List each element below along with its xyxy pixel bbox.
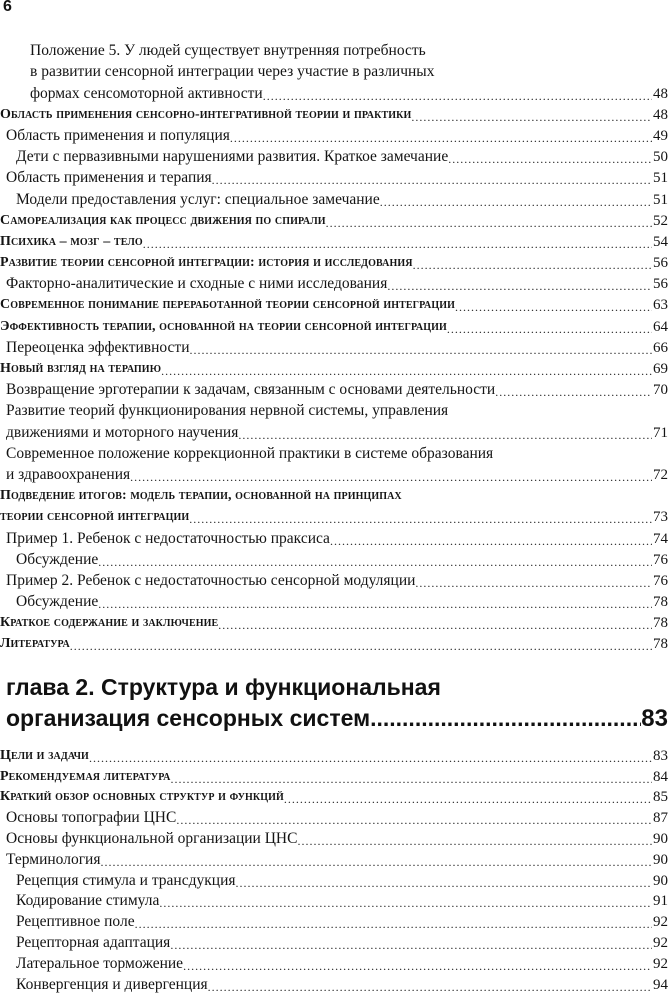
toc-entry-title: Конвергенция и дивергенция (16, 975, 208, 993)
toc-entry[interactable] (0, 744, 672, 765)
toc-entry-title: Возвращение эрготерапии к задачам, связанным с основами деятельности (6, 381, 496, 399)
toc-entry-title: теории сенсорной интеграции (0, 509, 190, 525)
toc-entry[interactable] (0, 569, 672, 590)
toc-entry[interactable] (0, 272, 672, 293)
toc-page-number: 92 (653, 934, 668, 951)
toc-entry-title: и здравоохранения (6, 465, 131, 483)
toc-page-number: 85 (653, 789, 668, 806)
toc-page-number: 76 (653, 551, 668, 568)
toc-page-number: 92 (653, 914, 668, 931)
toc-page-number: 69 (653, 361, 668, 377)
toc-page-number: 74 (653, 530, 668, 547)
toc-entry[interactable] (0, 378, 672, 399)
toc-entry[interactable] (0, 910, 672, 931)
toc-entry-continued-line (0, 442, 672, 463)
dot-leader (413, 258, 652, 272)
toc-entry-text: Положение 5. У людей существует внутренняя потребность (30, 42, 426, 60)
toc-entry-title: Новый взгляд на терапию (0, 361, 162, 376)
dot-leader (447, 322, 652, 336)
dot-leader (170, 772, 652, 786)
toc-entry-continued-line (0, 399, 672, 420)
dot-leader (284, 792, 652, 806)
toc-section-chapter-2 (0, 744, 672, 994)
toc-entry[interactable] (0, 505, 672, 526)
toc-entry[interactable] (0, 611, 672, 632)
toc-page-number: 63 (653, 297, 668, 314)
toc-entry[interactable] (0, 145, 672, 166)
toc-page-number: 90 (653, 872, 668, 889)
toc-entry-title: Область применения и терапия (6, 169, 212, 187)
dot-leader (190, 343, 652, 357)
dot-leader (176, 813, 652, 827)
toc-page-number: 66 (653, 339, 668, 356)
dot-leader (212, 173, 652, 187)
toc-entry-title: Обсуждение (16, 593, 99, 611)
toc-entry[interactable] (0, 869, 672, 890)
dot-leader (208, 980, 652, 994)
toc-entry[interactable] (0, 166, 672, 187)
toc-page-number: 49 (653, 127, 668, 144)
toc-entry-continued-line (0, 60, 672, 81)
toc-entry-title: Латеральное торможение (16, 954, 184, 972)
toc-entry[interactable] (0, 314, 672, 335)
dot-leader (98, 555, 652, 569)
dot-leader (455, 300, 652, 314)
toc-page-number: 50 (653, 149, 668, 166)
toc-page-number: 78 (653, 615, 668, 632)
toc-page-number: 64 (653, 318, 668, 335)
toc-page-number: 56 (653, 276, 668, 293)
dot-leader (495, 385, 652, 399)
toc-entry-title: формах сенсомоторной активности (30, 84, 263, 102)
dot-leader (170, 938, 652, 952)
toc-entry-title: Краткий обзор основных структур и функций (0, 789, 284, 805)
toc-entry-title: Рекомендуемая литература (0, 768, 171, 784)
toc-entry[interactable] (0, 590, 672, 611)
toc-page-number: 76 (653, 572, 668, 589)
toc-entry[interactable] (0, 952, 672, 973)
toc-entry-text: Современное положение коррекционной практики в системе образования (6, 444, 494, 462)
page-number: 6 (3, 0, 12, 15)
toc-entry-title: Переоценка эффективности (6, 338, 190, 356)
chapter-2-heading[interactable] (6, 672, 668, 734)
toc-entry-title: Область применения сенсорно-интегративной теории и практики (0, 106, 412, 122)
dot-leader (236, 876, 653, 890)
toc-entry-text: в развитии сенсорной интеграции через участие в различных (30, 63, 435, 81)
toc-entry-title: Рецептивное поле (16, 913, 135, 931)
toc-entry[interactable] (0, 848, 672, 869)
chapter-title-line-2: организация сенсорных систем (6, 705, 371, 731)
toc-entry-title: Основы топографии ЦНС (6, 809, 177, 827)
toc-page-number: 51 (653, 170, 668, 187)
dot-leader (218, 618, 652, 632)
toc-entry-title: движениями и моторного научения (6, 423, 239, 441)
toc-page-number: 48 (653, 85, 668, 102)
dot-leader (238, 428, 652, 442)
toc-entry-title: Пример 1. Ребенок с недостаточностью праксиса (6, 529, 330, 547)
toc-page-number: 84 (653, 768, 668, 785)
toc-entry-title: Цели и задачи (0, 747, 89, 763)
toc-entry[interactable] (0, 890, 672, 911)
dot-leader (415, 576, 652, 590)
toc-entry-title: Развитие теории сенсорной интеграции: история и исследования (0, 255, 413, 271)
toc-entry[interactable] (0, 806, 672, 827)
toc-entry[interactable] (0, 786, 672, 807)
toc-entry-title: Дети с первазивными нарушениями развития. Краткое замечание (16, 148, 449, 166)
toc-entry-title: Пример 2. Ребенок с недостаточностью сенсорной модуляции (6, 571, 416, 589)
toc-page-number: 83 (653, 747, 668, 764)
toc-entry[interactable] (0, 973, 672, 994)
toc-page-number: 92 (653, 955, 668, 972)
toc-entry[interactable] (0, 251, 672, 272)
toc-entry-title: Обсуждение (16, 550, 99, 568)
toc-entry[interactable] (0, 336, 672, 357)
toc-page-number: 70 (653, 382, 668, 399)
toc-page-number: 48 (653, 106, 668, 123)
dot-leader (411, 110, 652, 124)
toc-page-number: 56 (653, 255, 668, 272)
toc-entry-title: Область применения и популяция (6, 126, 230, 144)
toc-page-number: 90 (653, 851, 668, 868)
toc-entry[interactable] (0, 463, 672, 484)
toc-entry[interactable] (0, 827, 672, 848)
toc-entry[interactable] (0, 81, 672, 102)
toc-entry-title: Современное понимание переработанной теории сенсорной интеграции (0, 297, 455, 313)
toc-page-number: 73 (653, 509, 668, 526)
toc-entry-title: Факторно-аналитические и сходные с ними исследования (6, 275, 388, 293)
dot-leader (326, 216, 652, 230)
toc-entry[interactable] (0, 632, 672, 653)
toc-page-number: 52 (653, 212, 668, 229)
toc-page-number: 94 (653, 976, 668, 993)
toc-entry[interactable] (0, 357, 672, 378)
dot-leader (230, 131, 652, 145)
toc-entry[interactable] (0, 124, 672, 145)
dot-leader (159, 896, 652, 910)
toc-entry[interactable] (0, 293, 672, 314)
toc-entry-continued-line (0, 484, 672, 505)
toc-page-number: 78 (653, 594, 668, 611)
dot-leader (135, 917, 652, 931)
toc-entry[interactable] (0, 230, 672, 251)
dot-leader (98, 597, 652, 611)
toc-entry[interactable] (0, 931, 672, 952)
toc-entry-continued-line (0, 39, 672, 60)
dot-leader (189, 512, 652, 526)
toc-entry-title: Кодирование стимула (16, 892, 160, 910)
toc-entry[interactable] (0, 548, 672, 569)
toc-entry[interactable] (0, 526, 672, 547)
toc-entry[interactable] (0, 420, 672, 441)
toc-entry-title: Модели предоставления услуг: специальное замечание (16, 190, 380, 208)
dot-leader (263, 89, 652, 103)
toc-page-number: 78 (653, 636, 668, 653)
toc-entry-title: Краткое содержание и заключение (0, 615, 219, 631)
toc-entry-text: Развитие теорий функционирования нервной системы, управления (6, 402, 449, 420)
toc-entry-text: Подведение итогов: модель терапии, основанной на принципах (0, 488, 402, 504)
toc-page-number: 51 (653, 191, 668, 208)
dot-leader (143, 237, 652, 251)
toc-entry-title: Рецепция стимула и трансдукция (16, 871, 236, 889)
toc-page-number: 72 (653, 466, 668, 483)
chapter-page-number: 83 (641, 705, 668, 732)
toc-page-number: 54 (653, 233, 668, 250)
toc-entry-title: Литература (0, 636, 70, 652)
dot-leader (183, 959, 652, 973)
toc-page-number: 91 (653, 893, 668, 910)
toc-entry[interactable] (0, 209, 672, 230)
toc-page-number: 87 (653, 810, 668, 827)
toc-entry-title: Психика – мозг – тело (0, 233, 143, 249)
toc-entry[interactable] (0, 765, 672, 786)
toc-section-chapter-1 (0, 39, 672, 653)
dot-leader (70, 639, 652, 653)
toc-page-number: 71 (653, 424, 668, 441)
toc-entry-title: Терминология (6, 850, 101, 868)
toc-entry[interactable] (0, 103, 672, 124)
dot-leader (330, 534, 652, 548)
dot-leader (130, 470, 652, 484)
dot-leader (448, 152, 652, 166)
dot-leader (387, 279, 652, 293)
toc-entry-title: Основы функциональной организации ЦНС (6, 829, 298, 847)
dot-leader (370, 703, 641, 734)
toc-entry-title: Рецепторная адаптация (16, 933, 171, 951)
dot-leader (89, 751, 652, 765)
toc-page-number: 90 (653, 830, 668, 847)
dot-leader (380, 195, 652, 209)
chapter-title-line-1: глава 2. Структура и функциональная (6, 674, 441, 700)
dot-leader (161, 364, 652, 378)
toc-entry-title: Самореализация как процесс движения по спирали (0, 212, 326, 228)
toc-entry[interactable] (0, 187, 672, 208)
dot-leader (297, 834, 652, 848)
toc-entry-title: Эффективность терапии, основанной на теории сенсорной интеграции (0, 318, 447, 334)
dot-leader (100, 855, 652, 869)
